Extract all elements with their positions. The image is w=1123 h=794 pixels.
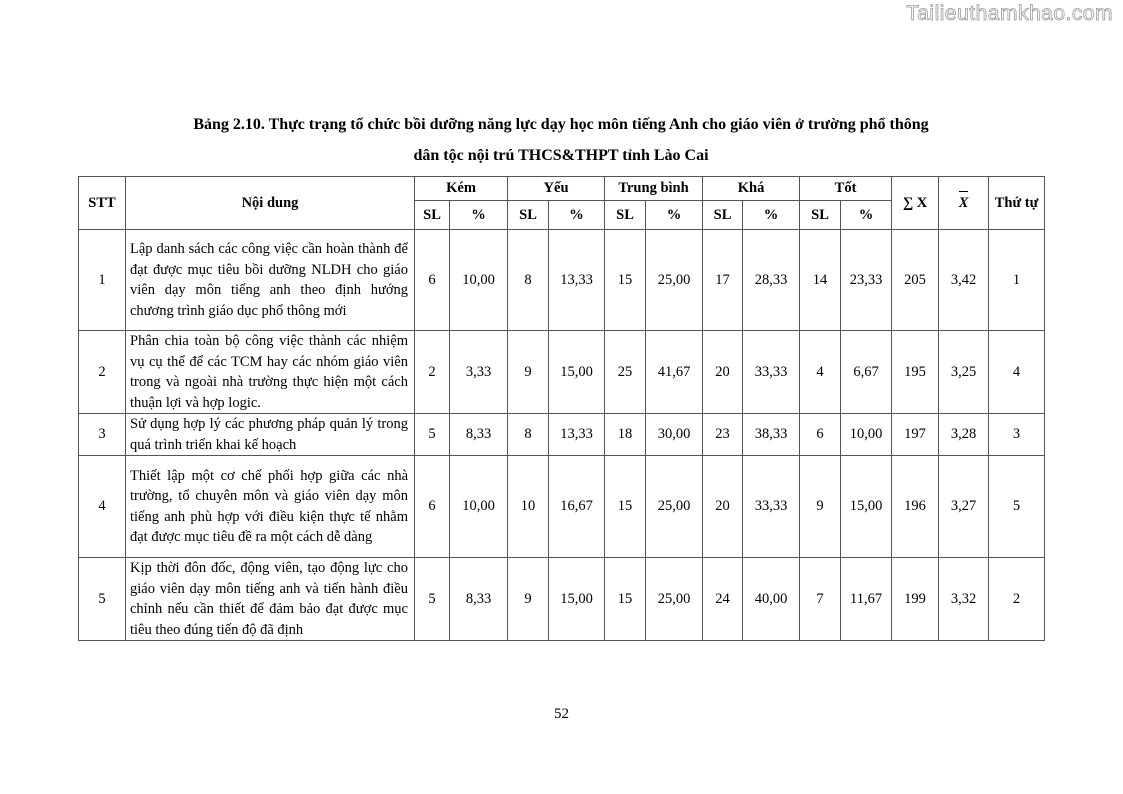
cell-stt: 4 (79, 456, 126, 558)
header-pct: % (743, 201, 800, 230)
header-tot: Tốt (800, 177, 892, 201)
cell-mean: 3,32 (939, 558, 989, 641)
cell-yeu-sl: 8 (508, 414, 549, 456)
cell-tot-pct: 23,33 (841, 230, 892, 331)
table-row (79, 331, 1045, 414)
cell-rank: 4 (989, 331, 1045, 414)
cell-content: Lập danh sách các công việc cần hoàn thành để đạt được mục tiêu bồi dưỡng NLDH cho giáo viên dạy môn tiếng anh theo định hướng chương trình giáo dục phổ thông mới (126, 230, 415, 331)
cell-tb-pct: 25,00 (646, 456, 703, 558)
header-sl: SL (508, 201, 549, 230)
cell-tot-sl: 4 (800, 331, 841, 414)
header-sl: SL (605, 201, 646, 230)
cell-stt: 2 (79, 331, 126, 414)
table-title: Bảng 2.10. Thực trạng tổ chức bồi dưỡng năng lực dạy học môn tiếng Anh cho giáo viên ở trường phổ thông (193, 116, 929, 133)
header-sum-x: ∑ X (892, 177, 939, 230)
cell-tot-pct: 6,67 (841, 331, 892, 414)
cell-tot-sl: 9 (800, 456, 841, 558)
cell-tb-pct: 30,00 (646, 414, 703, 456)
table-row (79, 456, 1045, 558)
cell-mean: 3,42 (939, 230, 989, 331)
cell-content: Sử dụng hợp lý các phương pháp quản lý trong quá trình triển khai kế hoạch (126, 414, 415, 456)
header-kem: Kém (415, 177, 508, 201)
page-number: 52 (554, 706, 569, 722)
cell-mean: 3,25 (939, 331, 989, 414)
cell-tot-pct: 11,67 (841, 558, 892, 641)
cell-tb-sl: 15 (605, 230, 646, 331)
cell-stt: 5 (79, 558, 126, 641)
cell-stt: 3 (79, 414, 126, 456)
survey-table (78, 176, 1045, 641)
cell-yeu-pct: 15,00 (549, 331, 605, 414)
cell-content: Phân chia toàn bộ công việc thành các nhiệm vụ cụ thể để các TCM hay các nhóm giáo viên trong và ngoài nhà trường thực hiện một cách thuận lợi và hợp logic. (126, 331, 415, 414)
cell-kha-pct: 38,33 (743, 414, 800, 456)
cell-tb-pct: 25,00 (646, 558, 703, 641)
cell-sum: 196 (892, 456, 939, 558)
header-sl: SL (703, 201, 743, 230)
cell-kem-pct: 10,00 (450, 456, 508, 558)
cell-kem-sl: 5 (415, 414, 450, 456)
cell-kem-sl: 5 (415, 558, 450, 641)
cell-kha-pct: 33,33 (743, 331, 800, 414)
cell-yeu-sl: 10 (508, 456, 549, 558)
table-title-line2: dân tộc nội trú THCS&THPT tỉnh Lào Cai (413, 147, 709, 164)
cell-tot-sl: 14 (800, 230, 841, 331)
table-row (79, 230, 1045, 331)
cell-yeu-sl: 9 (508, 331, 549, 414)
cell-kem-pct: 10,00 (450, 230, 508, 331)
cell-sum: 199 (892, 558, 939, 641)
cell-kha-sl: 17 (703, 230, 743, 331)
cell-kha-sl: 24 (703, 558, 743, 641)
header-pct: % (841, 201, 892, 230)
cell-sum: 197 (892, 414, 939, 456)
cell-tot-pct: 15,00 (841, 456, 892, 558)
cell-kha-pct: 40,00 (743, 558, 800, 641)
cell-tb-sl: 18 (605, 414, 646, 456)
header-pct: % (549, 201, 605, 230)
cell-kha-sl: 20 (703, 456, 743, 558)
cell-tb-pct: 41,67 (646, 331, 703, 414)
cell-tot-pct: 10,00 (841, 414, 892, 456)
cell-yeu-pct: 16,67 (549, 456, 605, 558)
header-sl: SL (800, 201, 841, 230)
header-thu-tu: Thứ tự (989, 177, 1045, 230)
cell-tot-sl: 7 (800, 558, 841, 641)
cell-tb-sl: 25 (605, 331, 646, 414)
cell-sum: 205 (892, 230, 939, 331)
header-stt: STT (79, 177, 126, 230)
cell-content: Kịp thời đôn đốc, động viên, tạo động lực cho giáo viên dạy môn tiếng anh và tiến hành điều chỉnh nếu cần thiết để đảm bảo đạt được mục tiêu theo đúng tiến độ đã định (126, 558, 415, 641)
cell-tb-sl: 15 (605, 456, 646, 558)
cell-yeu-pct: 15,00 (549, 558, 605, 641)
header-yeu: Yếu (508, 177, 605, 201)
table-row (79, 414, 1045, 456)
table-row (79, 558, 1045, 641)
cell-tb-sl: 15 (605, 558, 646, 641)
cell-mean: 3,27 (939, 456, 989, 558)
cell-rank: 2 (989, 558, 1045, 641)
cell-stt: 1 (79, 230, 126, 331)
cell-kem-sl: 2 (415, 331, 450, 414)
cell-kem-pct: 8,33 (450, 558, 508, 641)
cell-yeu-sl: 9 (508, 558, 549, 641)
header-x-bar: X (939, 177, 989, 230)
cell-yeu-pct: 13,33 (549, 230, 605, 331)
cell-content: Thiết lập một cơ chế phối hợp giữa các nhà trường, tổ chuyên môn và giáo viên dạy môn tiếng anh phù hợp với điều kiện thực tế nhằm đạt được mục tiêu đề ra một cách dễ dàng (126, 456, 415, 558)
cell-kem-pct: 8,33 (450, 414, 508, 456)
cell-mean: 3,28 (939, 414, 989, 456)
cell-kha-sl: 20 (703, 331, 743, 414)
cell-sum: 195 (892, 331, 939, 414)
cell-tb-pct: 25,00 (646, 230, 703, 331)
cell-kem-sl: 6 (415, 230, 450, 331)
cell-kha-pct: 33,33 (743, 456, 800, 558)
cell-kem-pct: 3,33 (450, 331, 508, 414)
cell-tot-sl: 6 (800, 414, 841, 456)
header-noi-dung: Nội dung (126, 177, 415, 230)
header-trung-binh: Trung bình (605, 177, 703, 201)
watermark: Tailieuthamkhao.com (906, 2, 1113, 25)
cell-kem-sl: 6 (415, 456, 450, 558)
header-sl: SL (415, 201, 450, 230)
cell-kha-pct: 28,33 (743, 230, 800, 331)
header-pct: % (646, 201, 703, 230)
header-pct: % (450, 201, 508, 230)
cell-yeu-pct: 13,33 (549, 414, 605, 456)
cell-yeu-sl: 8 (508, 230, 549, 331)
cell-rank: 5 (989, 456, 1045, 558)
header-kha: Khá (703, 177, 800, 201)
cell-rank: 3 (989, 414, 1045, 456)
cell-rank: 1 (989, 230, 1045, 331)
cell-kha-sl: 23 (703, 414, 743, 456)
